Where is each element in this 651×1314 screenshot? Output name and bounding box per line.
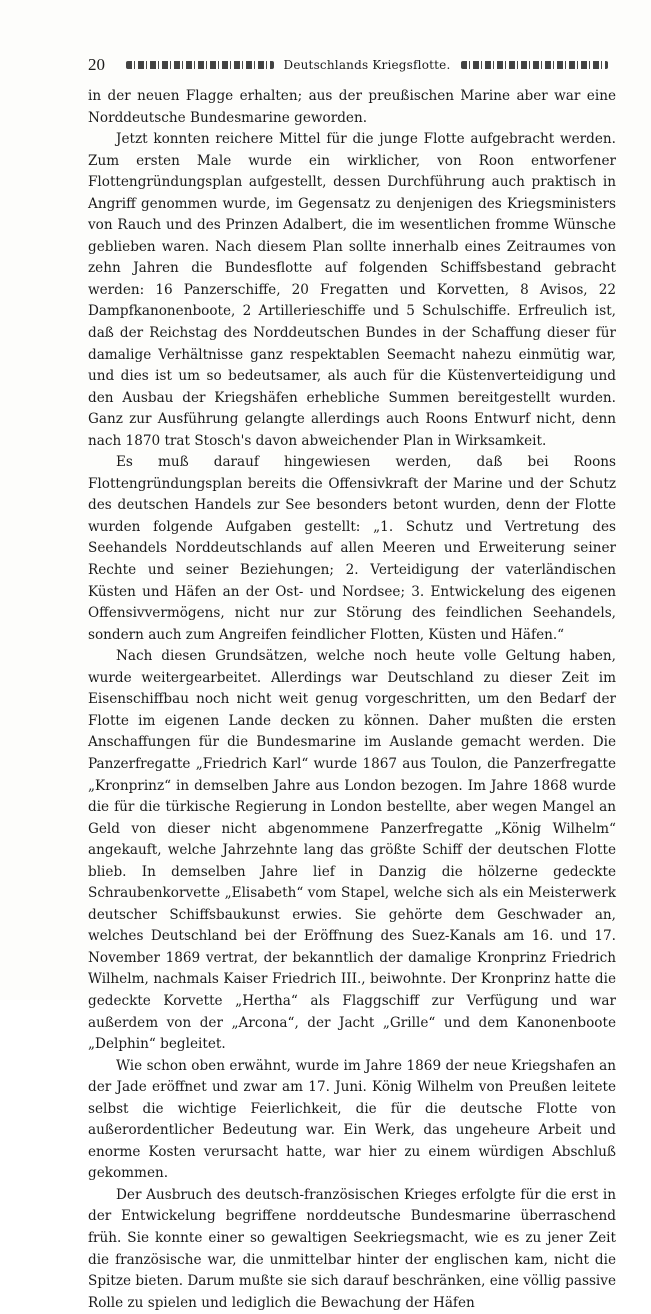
body-text [88,86,616,1314]
running-title: Deutschlands Kriegsflotte. [283,58,451,72]
paragraph: Nach diesen Grundsätzen, welche noch heute volle Geltung haben, wurde weitergearbeitet. Allerdings war Deutschland zu dieser Zeit im Eisenschiffbau noch nicht weit genug vorgeschritten, um den Bedarf der Flotte im eigenen Lande decken zu können. Daher mußten die ersten Anschaffungen für die Bundesmarine im Auslande gemacht werden. Die Panzerfregatte „Friedrich Karl“ wurde 1867 aus Toulon, die Panzerfregatte „Kronprinz“ in demselben Jahre aus London bezogen. Im Jahre 1868 wurde die für die türkische Regierung in London bestellte, aber wegen Mangel an Geld von dieser nicht abgenommene Panzerfregatte „König Wilhelm“ angekauft, welche Jahrzehnte lang das größte Schiff der deutschen Flotte blieb. In demselben Jahre lief in Danzig die hölzerne gedeckte Schraubenkorvette „Elisabeth“ vom Stapel, welche sich als ein Meisterwerk deutscher Schiffsbaukunst erwies. Sie gehörte dem Geschwader an, welches Deutschland bei der Eröffnung des Suez-Kanals am 16. und 17. November 1869 vertrat, der bekanntlich der damalige Kronprinz Friedrich Wilhelm, nachmals Kaiser Friedrich III., beiwohnte. Der Kronprinz hatte die gedeckte Korvette „Hertha“ als Flaggschiff zur Verfügung und war außerdem von der „Arcona“, der Jacht „Grille“ und dem Kanonenboote „Delphin“ begleitet. [88,648,616,1053]
page-number: 20 [88,55,105,74]
paragraph: Der Ausbruch des deutsch-französischen Krieges erfolgte für die erst in der Entwickelung begriffene norddeutsche Bundesmarine überraschend früh. Sie konnte einer so gewaltigen Seekriegsmacht, wie es zu jener Zeit die französische war, die unmittelbar hinter der englischen kam, nicht die Spitze bieten. Darum mußte sie sich darauf beschränken, eine völlig passive Rolle zu spielen und lediglich die Bewachung der Häfen [88,1186,616,1311]
paragraph: Jetzt konnten reichere Mittel für die junge Flotte aufgebracht werden. Zum ersten Male wurde ein wirklicher, von Roon entworfener Flottengründungsplan aufgestellt, dessen Durchführung auch praktisch in Angriff genommen wurde, im Gegensatz zu denjenigen des Kriegsministers von Rauch und des Prinzen Adalbert, die im wesentlichen fromme Wünsche geblieben waren. Nach diesem Plan sollte innerhalb eines Zeitraumes von zehn Jahren die Bundesflotte auf folgenden Schiffsbestand gebracht werden: 16 Panzerschiffe, 20 Fregatten und Korvetten, 8 Avisos, 22 Dampfkanonenboote, 2 Artillerieschiffe und 5 Schulschiffe. Erfreulich ist, daß der Reichstag des Norddeutschen Bundes in der Schaffung dieser für damalige Verhältnisse ganz respektablen Seemacht nahezu einmütig war, und dies ist um so bedeutsamer, als auch für die Küstenverteidigung und den Ausbau der Kriegshäfen erhebliche Summen bereitgestellt wurden. Ganz zur Ausführung gelangte allerdings auch Roons Entwurf nicht, denn nach 1870 trat Stosch's davon abweichender Plan in Wirksamkeit. [88,131,616,449]
paragraph: Es muß darauf hingewiesen werden, daß bei Roons Flottengründungsplan bereits die Offensivkraft der Marine und der Schutz des deutschen Handels zur See besonders betont wurden, denn der Flotte wurden folgende Aufgaben gestellt: „1. Schutz und Vertretung des Seehandels Norddeutschlands auf allen Meeren und Erweiterung seiner Rechte und seiner Beziehungen; 2. Verteidigung der vaterländischen Küsten und Häfen an der Ost- und Nordsee; 3. Entwickelung des eigenen Offensivvermögens, nicht nur zur Störung des feindlichen Seehandels, sondern auch zum Angreifen feindlicher Flotten, Küsten und Häfen.“ [88,454,616,643]
page-header [88,52,618,78]
header-ornament-left [126,61,274,69]
header-ornament-right [461,61,609,69]
paragraph: Wie schon oben erwähnt, wurde im Jahre 1869 der neue Kriegshafen an der Jade eröffnet und zwar am 17. Juni. König Wilhelm von Preußen leitete selbst die wichtige Feierlichkeit, die für die deutsche Flotte von außerordentlicher Bedeutung war. Ein Werk, das ungeheure Arbeit und enorme Kosten verursacht hatte, war hier zu einem würdigen Abschluß gekommen. [88,1057,616,1182]
paragraph-continuation: in der neuen Flagge erhalten; aus der preußischen Marine aber war eine Norddeutsche Bundesmarine geworden. [88,88,616,126]
